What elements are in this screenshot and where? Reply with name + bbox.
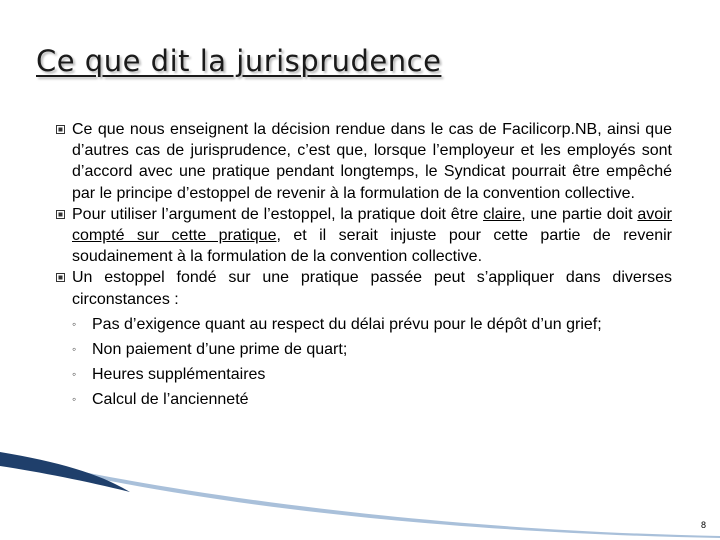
box-bullet-icon — [56, 210, 65, 219]
page-number: 8 — [700, 520, 706, 530]
sub-bullet-list — [56, 314, 672, 411]
bullet-text: Un estoppel fondé sur une pratique passée peut s’appliquer dans diverses circonstances : — [72, 269, 672, 308]
sub-bullet-item: ◦ Calcul de l’ancienneté — [72, 389, 672, 410]
hollow-circle-icon: ◦ — [72, 316, 77, 331]
sub-bullet-item: ◦ Pas d’exigence quant au respect du délai prévu pour le dépôt d’un grief; — [72, 314, 672, 335]
bullet-text-part: Pour utiliser l’argument de l’estoppel, la pratique doit être — [72, 205, 484, 223]
hollow-circle-icon: ◦ — [72, 342, 77, 357]
hollow-circle-icon: ◦ — [72, 367, 77, 382]
bullet-item — [56, 204, 672, 268]
bullet-item — [56, 267, 672, 309]
bullet-text-part: , une partie doit — [521, 205, 638, 223]
slide-title: Ce que dit la jurisprudence — [36, 44, 442, 78]
box-bullet-icon — [56, 125, 65, 134]
underlined-term: avoir compté sur cette pratique — [72, 205, 672, 245]
decorative-swoosh — [0, 452, 720, 540]
hollow-circle-icon: ◦ — [72, 392, 77, 407]
sub-bullet-item: ◦ Non paiement d’une prime de quart; — [72, 339, 672, 360]
bullet-text-part: , et il serait injuste pour cette partie de revenir soudainement à la formulation de la convention collective. — [72, 227, 673, 266]
box-bullet-icon — [56, 273, 65, 282]
sub-bullet-item: ◦ Heures supplémentaires — [72, 364, 672, 385]
bullet-text: Ce que nous enseignent la décision rendue dans le cas de Facilicorp.NB, ainsi que d’autres cas de jurisprudence, c’est que, lorsque l’employeur et les employés sont d’accord avec une pratique pendant longtemps, le Syndicat pourrait être empêché par le principe d’estoppel de revenir à la formulation de la convention collective. — [72, 121, 672, 202]
underlined-term: claire — [483, 205, 522, 223]
slide-body — [56, 119, 672, 411]
bullet-item — [56, 119, 672, 204]
